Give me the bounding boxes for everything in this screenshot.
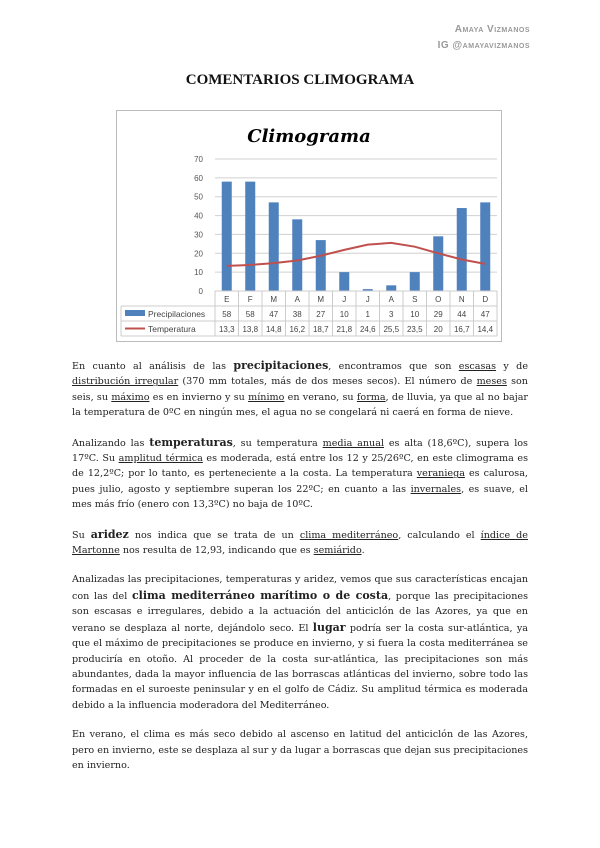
author-handle: IG @amayavizmanos bbox=[437, 40, 530, 51]
underlined-term: meses bbox=[476, 376, 507, 388]
x-category-label: O bbox=[435, 295, 442, 304]
text-run: En verano, el clima es más seco debido al ascenso en latitud del anticiclón de las Azores, pero en invierno, este se desplaza al sur y da lugar a borrascas que dejan sus precipitaciones en invierno. bbox=[72, 729, 528, 771]
precipitation-value: 58 bbox=[245, 310, 255, 319]
underlined-term: distribución irregular bbox=[72, 376, 179, 388]
precipitation-value: 38 bbox=[292, 310, 302, 319]
temperature-line bbox=[227, 243, 486, 266]
text-run: es en invierno y su bbox=[149, 391, 249, 403]
precipitation-bar bbox=[480, 202, 490, 291]
text-run: , de lluvia, ya que al no bajar la temperatura de 0ºC en ningún mes, el agua no se congelará ni caerá en forma de nieve. bbox=[72, 391, 529, 419]
commentary-text bbox=[72, 358, 528, 787]
precipitation-value: 10 bbox=[410, 310, 420, 319]
underlined-term: máximo bbox=[111, 391, 150, 403]
text-run: , su temperatura bbox=[232, 437, 323, 449]
temperature-value: 14,4 bbox=[477, 325, 494, 334]
text-run: podría ser la costa sur-atlántica, ya que el máximo de precipitaciones se produce en invierno, y si fuera la costa mediterránea se produciría en otoño. Al proceder de la costa sur-atlántica, las precipitaciones son más abundantes, dada la mayor influencia de las borrascas atlánticas del invierno, sobre todo las formadas en el suroeste peninsular y en el golfo de Cádiz. Su amplitud térmica es moderada debido a la influencia moderadora del Mediterráneo. bbox=[72, 622, 529, 711]
bold-term: temperaturas bbox=[149, 435, 233, 449]
precipitation-bar bbox=[269, 202, 279, 291]
text-run: (370 mm totales, más de dos meses secos). El número de bbox=[178, 376, 477, 388]
underlined-term: índice de Martonne bbox=[72, 529, 528, 557]
y-tick-label: 30 bbox=[194, 230, 203, 240]
paragraph bbox=[72, 435, 528, 513]
temperature-value: 16,2 bbox=[289, 325, 306, 334]
paragraph bbox=[72, 727, 528, 773]
underlined-term: amplitud térmica bbox=[118, 453, 203, 465]
precipitation-value: 29 bbox=[433, 310, 443, 319]
text-run: y de bbox=[496, 361, 529, 372]
underlined-term: media anual bbox=[322, 437, 385, 449]
underlined-term: veraniega bbox=[416, 468, 465, 480]
x-category-label: A bbox=[388, 295, 394, 304]
underlined-term: clima mediterráneo bbox=[299, 529, 399, 541]
text-run: Analizadas las precipitaciones, temperaturas y aridez, vemos que sus características encajan con las del bbox=[72, 574, 528, 602]
temperature-value: 13,3 bbox=[218, 325, 235, 334]
text-run: nos indica que se trata de un bbox=[128, 529, 300, 541]
x-category-label: J bbox=[342, 295, 347, 304]
precipitation-value: 47 bbox=[480, 310, 490, 319]
x-category-label: D bbox=[482, 295, 489, 304]
legend-temperature: Temperatura bbox=[148, 324, 196, 334]
text-run: nos resulta de 12,93, indicando que es bbox=[119, 545, 314, 557]
temperature-value: 23,5 bbox=[406, 325, 423, 334]
y-tick-label: 70 bbox=[194, 155, 203, 164]
x-category-label: A bbox=[294, 295, 300, 304]
text-run: es calurosa, pues julio, agosto y septiembre superan los 22ºC; en cuanto a las bbox=[72, 468, 528, 495]
underlined-term: forma bbox=[356, 391, 386, 403]
temperature-value: 25,5 bbox=[383, 325, 400, 334]
author-name: Amaya Vizmanos bbox=[454, 24, 530, 35]
temperature-value: 18,7 bbox=[312, 325, 329, 334]
page-title: COMENTARIOS CLIMOGRAMA bbox=[185, 72, 415, 88]
underlined-term: semiárido bbox=[313, 545, 362, 557]
paragraph bbox=[72, 572, 528, 713]
precipitation-value: 10 bbox=[339, 310, 349, 319]
precipitation-bar bbox=[457, 208, 467, 291]
bold-term: clima mediterráneo marítimo o de costa bbox=[131, 588, 389, 602]
temperature-value: 13,8 bbox=[242, 325, 259, 334]
temperature-value: 21,8 bbox=[336, 325, 353, 334]
precipitation-value: 3 bbox=[389, 310, 394, 319]
precipitation-bar bbox=[292, 219, 302, 291]
temperature-value: 16,7 bbox=[453, 325, 470, 334]
x-category-label: N bbox=[458, 295, 465, 304]
y-tick-label: 0 bbox=[198, 287, 203, 296]
temperature-value: 20 bbox=[433, 325, 443, 334]
y-tick-label: 60 bbox=[194, 173, 203, 183]
climograma-chart bbox=[116, 110, 502, 342]
bold-term: aridez bbox=[90, 527, 129, 541]
text-run: en verano, su bbox=[284, 391, 357, 403]
precipitation-value: 1 bbox=[365, 310, 370, 319]
temperature-value: 24,6 bbox=[359, 325, 376, 334]
text-run: . bbox=[361, 545, 365, 557]
y-tick-label: 40 bbox=[194, 211, 203, 221]
text-run: es alta (18,6ºC), supera los 17ºC. Su bbox=[72, 437, 528, 465]
bold-term: precipitaciones bbox=[233, 359, 329, 372]
precipitation-bar bbox=[433, 236, 443, 291]
precipitation-bar bbox=[410, 272, 420, 291]
paragraph bbox=[72, 358, 528, 421]
y-tick-label: 20 bbox=[194, 249, 203, 259]
temperature-value: 14,8 bbox=[265, 325, 282, 334]
legend-precipitation: Precipilaciones bbox=[148, 309, 206, 319]
precipitation-bar bbox=[386, 285, 396, 291]
text-run: En cuanto al análisis de las bbox=[72, 361, 234, 372]
precipitation-bar bbox=[339, 272, 349, 291]
precipitation-value: 27 bbox=[316, 310, 326, 319]
x-category-label: E bbox=[224, 295, 230, 304]
underlined-term: invernales bbox=[410, 483, 462, 495]
text-run: son seis, su bbox=[72, 376, 528, 403]
precipitation-value: 44 bbox=[457, 310, 467, 319]
y-tick-label: 50 bbox=[194, 192, 203, 202]
paragraph bbox=[72, 527, 528, 559]
x-category-label: M bbox=[270, 295, 278, 304]
text-run: , encontramos que son bbox=[328, 361, 459, 372]
text-run: es moderada, está entre los 12 y 25/26ºC, en este climograma es de 12,2ºC; por lo tanto, es perteneciente a la costa. La temperatura bbox=[72, 453, 528, 480]
precipitation-bar bbox=[245, 182, 255, 291]
text-run: , porque las precipitaciones son escasas e irregulares, debido a la actuación del anticiclón de las Azores, ya que en verano se desplaza al norte, dejándolo seco. El bbox=[72, 590, 528, 634]
text-run: Analizando las bbox=[72, 437, 150, 449]
precipitation-bar bbox=[316, 240, 326, 291]
legend-bar-swatch bbox=[125, 310, 145, 316]
y-tick-label: 10 bbox=[194, 268, 203, 278]
x-category-label: S bbox=[412, 295, 418, 304]
x-category-label: J bbox=[365, 295, 370, 304]
x-category-label: M bbox=[317, 295, 325, 304]
precipitation-value: 58 bbox=[222, 310, 232, 319]
text-run: , calculando el bbox=[398, 529, 481, 541]
text-run: , es suave, el mes más frío (enero con 13,3ºC) no baja de 10ºC. bbox=[72, 483, 528, 511]
chart-title: Climograma bbox=[247, 126, 371, 147]
bold-term: lugar bbox=[312, 620, 346, 634]
underlined-term: mínimo bbox=[248, 391, 285, 403]
underlined-term: escasas bbox=[458, 361, 497, 372]
x-category-label: F bbox=[247, 295, 253, 304]
text-run: Su bbox=[72, 529, 91, 541]
precipitation-value: 47 bbox=[269, 310, 279, 319]
precipitation-bar bbox=[222, 182, 232, 291]
